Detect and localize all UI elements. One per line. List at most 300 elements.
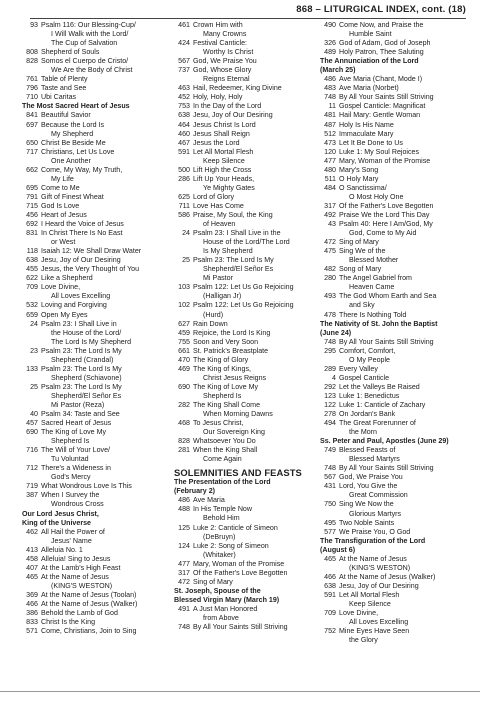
hymn-number: 459 [178,328,190,337]
hymn-title: Immaculate Mary [339,129,394,138]
hymn-title: On Jordan's Bank [339,410,396,419]
hymn-number: 833 [26,618,38,627]
hymn-title: All Hail the Power of [41,527,105,536]
hymn-title: Jesus Shall Reign [193,129,250,138]
hymn-title: Come, My Way, My Truth, [41,165,123,174]
hymn-number: 424 [178,39,190,48]
hymn-number: 486 [324,75,336,84]
index-entry [16,600,164,609]
hymn-title: The King of Kings, [193,364,251,373]
hymn-number: 407 [26,563,38,572]
index-entry [16,48,164,57]
subsection-heading: (August 6) [320,545,356,554]
hymn-number [16,401,41,410]
hymn-title: The King of Glory [193,355,249,364]
index-entry-continuation [314,564,466,573]
hymn-number [168,514,193,523]
index-entry [314,365,466,374]
index-entry [314,166,466,175]
hymn-title: Many Crowns [203,30,247,39]
hymn-title: Mine Eyes Have Seen [339,627,410,636]
hymn-number: 638 [178,111,190,120]
hymn-number: 750 [324,500,336,509]
hymn-title: Lord, You Give the [339,482,398,491]
hymn-title: Luke 1: Benedictus [339,391,400,400]
index-entry [16,84,164,93]
hymn-number: 473 [324,138,336,147]
hymn-number: 500 [178,165,190,174]
hymn-title: Gospel Canticle: Magnificat [339,102,426,111]
index-entry-continuation [168,311,318,320]
index-entry-continuation [168,274,318,283]
index-entry [168,57,318,66]
hymn-number [168,551,193,560]
index-entry [314,265,466,274]
hymn-number: 711 [178,201,190,210]
hymn-number: 627 [178,319,190,328]
hymn-number: 461 [178,21,190,29]
hymn-number [168,292,193,301]
index-entry [168,338,318,347]
hymn-title: Table of Plenty [41,75,88,84]
hymn-number: 24 [182,229,190,238]
index-entry [16,148,164,157]
hymn-number: 737 [178,66,190,75]
hymn-number: 571 [26,627,38,636]
hymn-number: 493 [324,292,336,301]
subsection-heading: The Annunciation of the Lord [320,57,419,66]
hymn-title: By All Your Saints Still Striving [339,337,434,346]
hymn-number [16,582,41,591]
index-entry [16,491,164,500]
hymn-number: 828 [178,437,190,446]
hymn-number [314,193,339,202]
index-entry-continuation [16,582,164,591]
hymn-number: 709 [324,609,336,618]
index-entry [314,130,466,139]
index-entry [314,591,466,600]
hymn-number [314,30,339,39]
index-entry [16,618,164,627]
index-entry [168,578,318,587]
hymn-title: The King of Love My [193,382,259,391]
index-entry [314,401,466,410]
hymn-number: 719 [26,482,38,491]
index-entry [314,75,466,84]
index-entry [314,392,466,401]
hymn-number: 317 [324,201,336,210]
index-entry [16,121,164,130]
hymn-title: Because the Lord Is [41,120,105,129]
hymn-title: At the Name of Jesus (Walker) [41,600,138,608]
hymn-number [168,311,193,320]
hymn-number: 455 [26,265,38,274]
hymn-number: 478 [324,310,336,319]
index-entry [314,139,466,148]
hymn-title: Keep Silence [203,156,245,165]
hymn-title: Psalm 34: Taste and See [41,410,120,419]
hymn-number: 638 [26,256,38,265]
hymn-number: 662 [26,165,38,174]
hymn-number [168,30,193,39]
index-entry [314,374,466,383]
index-entry [314,148,466,157]
index-entry [314,582,466,591]
index-entry [16,301,164,310]
index-column-3 [314,21,466,645]
subsection-heading: (March 25) [320,66,356,75]
index-entry [314,102,466,111]
index-entry-continuation [16,455,164,464]
hymn-title: The Lord Is My Shepherd [51,337,132,346]
hymn-number: 482 [324,265,336,274]
hymn-number: 495 [324,518,336,527]
hymn-title: Come to Me [41,183,80,192]
hymn-title: Psalm 23: The Lord Is My [41,382,122,391]
hymn-number: 472 [324,238,336,247]
hymn-title: When Morning Dawns [203,410,273,419]
hymn-title: Psalm 23: I Shall Live in [41,319,117,328]
hymn-number: 755 [178,337,190,346]
index-entry [16,139,164,148]
hymn-number: 102 [178,301,190,310]
hymn-number: 123 [324,391,336,400]
hymn-title: the Glory [349,636,378,645]
hymn-title: Mi Pastor (Reza) [51,400,105,409]
hymn-number: 457 [26,419,38,428]
hymn-number [314,600,339,609]
hymn-title: When I Survey the [41,491,100,500]
hymn-number: 748 [178,623,190,632]
hymn-number [168,75,193,84]
index-entry [16,591,164,600]
index-entry-continuation [16,500,164,509]
hymn-number [16,39,41,48]
hymn-number: 488 [178,505,190,514]
hymn-title: Let All Mortal Flesh [339,590,400,599]
hymn-number [314,229,339,238]
hymn-number: 690 [178,382,190,391]
hymn-number [16,437,41,446]
hymn-number: 494 [324,419,336,428]
hymn-title: We Are the Body of Christ [51,66,133,75]
index-entry [314,528,466,537]
hymn-title: The Will of Your Love/ [41,446,111,455]
index-entry-continuation [16,338,164,347]
hymn-number: 464 [178,120,190,129]
hymn-number: 796 [26,84,38,93]
hymn-number: 125 [178,523,190,532]
index-entry [168,283,318,292]
index-entry-continuation [314,600,466,609]
hymn-number: 124 [178,541,190,550]
hymn-title: (KING'S WESTON) [349,563,411,572]
index-entry [168,166,318,175]
hymn-title: Christ Be Beside Me [41,138,106,147]
hymn-title: Psalm 116: Our Blessing-Cup/ [41,21,136,29]
hymn-number [16,473,41,482]
index-entry-continuation [314,491,466,500]
hymn-number: 456 [26,210,38,219]
hymn-title: Glorious Martyrs [349,509,402,518]
hymn-number: 591 [178,147,190,156]
hymn-title: Shepherd Is [203,391,242,400]
index-entry [168,139,318,148]
hymn-number: 650 [26,138,38,147]
hymn-number: 452 [178,93,190,102]
index-entry-continuation [16,30,164,39]
hymn-number: 695 [26,183,38,192]
hymn-title: Love Has Come [193,201,244,210]
hymn-title: Keep Silence [349,600,391,608]
hymn-title: God, We Praise You [339,473,403,482]
hymn-number: 387 [26,491,38,500]
hymn-number: 483 [324,84,336,93]
index-entry-continuation [16,66,164,75]
index-entry [16,528,164,537]
subsection-heading: Our Lord Jesus Christ, [22,509,99,518]
hymn-number [168,533,193,542]
hymn-title: Holy Patron, Thee Saluting [339,48,424,57]
index-entry-continuation [168,30,318,39]
hymn-number [16,157,41,166]
hymn-title: St. Patrick's Breastplate [193,346,269,355]
index-entry [314,311,466,320]
hymn-title: Shepherd/El Señor Es [51,391,122,400]
hymn-number [168,238,193,247]
index-entry [16,564,164,573]
hymn-number: 103 [178,283,190,292]
index-entry [168,175,318,184]
hymn-number [16,356,41,365]
index-entry-continuation [314,193,466,202]
hymn-number: 465 [26,572,38,581]
hymn-number: 93 [30,21,38,29]
index-entry [314,21,466,30]
hymn-number: 317 [178,568,190,577]
index-entry [314,446,466,455]
hymn-number [16,338,41,347]
hymn-title: (Hurd) [203,310,224,319]
hymn-title: Shepherd/El Señor Es [203,265,274,274]
hymn-title: By All Your Saints Still Striving [193,623,288,632]
index-entry-continuation [16,39,164,48]
hymn-title: Love Divine, [41,283,81,292]
hymn-number: 532 [26,301,38,310]
hymn-number: 120 [324,147,336,156]
index-entry-continuation [16,437,164,446]
index-entry [16,546,164,555]
hymn-number: 467 [178,138,190,147]
hymn-title: The King of Love My [41,428,107,437]
index-entry [16,202,164,211]
index-entry [314,238,466,247]
index-entry [16,220,164,229]
hymn-title: the House of the Lord/ [51,328,122,337]
hymn-number: 761 [26,75,38,84]
hymn-title: In Christ There Is No East [41,229,123,238]
hymn-title: When the King Shall [193,446,258,455]
index-entry [168,569,318,578]
index-entry-continuation [168,48,318,57]
hymn-number: 712 [26,464,38,473]
hymn-title: Open My Eyes [41,310,88,319]
index-entry-continuation [314,618,466,627]
index-entry-continuation [168,455,318,464]
hymn-title: (Halligan Jr) [203,292,242,301]
hymn-title: Rejoice, the Lord Is King [193,328,271,337]
hymn-title: Our Sovereign King [203,428,265,437]
index-entry-continuation [168,265,318,274]
index-entry-continuation [168,614,318,623]
index-entry [16,428,164,437]
hymn-title: Jesus Christ Is Lord [193,120,256,129]
hymn-number: 567 [324,473,336,482]
hymn-number [168,265,193,274]
hymn-number: 465 [324,554,336,563]
hymn-title: Every Valley [339,364,378,373]
hymn-number: 577 [324,527,336,536]
index-entry [314,473,466,482]
hymn-number: 716 [26,446,38,455]
index-entry [168,93,318,102]
hymn-title: Let the Valleys Be Raised [339,382,420,391]
index-entry-continuation [16,157,164,166]
index-column-1 [16,21,164,636]
hymn-title: God's Mercy [51,473,91,482]
hymn-number [314,510,339,519]
hymn-title: Comfort, Comfort, [339,346,396,355]
hymn-title: Shepherd of Souls [41,48,100,57]
hymn-title: Ubi Caritas [41,93,77,102]
hymn-title: Shepherd (Crandal) [51,355,114,364]
index-entry [16,365,164,374]
hymn-number: 413 [26,545,38,554]
section-heading: SOLEMNITIES AND FEASTS [174,467,302,479]
index-entry [168,229,318,238]
index-entry-continuation [168,157,318,166]
hymn-number: 690 [26,428,38,437]
hymn-number [16,30,41,39]
index-entry [168,211,318,220]
hymn-number: 40 [30,410,38,419]
subsection-heading: (June 24) [320,328,352,337]
hymn-title: The God Whom Earth and Sea [339,292,437,301]
hymn-number: 280 [324,274,336,283]
index-entry [16,265,164,274]
hymn-number: 490 [324,21,336,29]
index-entry [168,496,318,505]
index-entry-continuation [314,229,466,238]
hymn-number: 486 [178,496,190,505]
hymn-number [314,618,339,627]
hymn-title: Lift High the Cross [193,165,252,174]
hymn-title: the Morn [349,428,377,437]
index-entry [314,627,466,636]
index-entry [168,605,318,614]
hymn-title: Praise We the Lord This Day [339,210,430,219]
hymn-number [16,329,41,338]
hymn-title: At the Name of Jesus [41,572,109,581]
index-entry-continuation [168,220,318,229]
index-entry [16,211,164,220]
hymn-title: We Praise You, O God [339,527,411,536]
index-entry [168,623,318,632]
hymn-title: O Holy Mary [339,174,379,183]
hymn-title: Alleluia! Sing to Jesus [41,554,111,563]
hymn-number: 808 [26,48,38,57]
hymn-title: Luke 1: My Soul Rejoices [339,147,420,156]
hymn-title: Sing of Mary [193,577,233,586]
hymn-number [168,184,193,193]
index-entry [314,274,466,283]
index-entry [168,419,318,428]
hymn-title: Worthy Is Christ [203,48,254,57]
index-entry [314,292,466,301]
hymn-title: Hail Mary: Gentle Woman [339,111,421,120]
hymn-title: The King Shall Come [193,400,261,409]
index-entry [314,111,466,120]
index-entry [314,93,466,102]
index-entry [168,446,318,455]
subsection-heading: The Presentation of the Lord [174,478,271,487]
index-entry-continuation [314,428,466,437]
index-entry [168,256,318,265]
hymn-number: 292 [324,382,336,391]
hymn-number: 431 [324,482,336,491]
hymn-number: 25 [30,382,38,391]
hymn-title: Whatsoever You Do [193,437,256,446]
index-entry [168,560,318,569]
hymn-title: All Loves Excelling [51,292,111,301]
hymn-title: All Loves Excelling [349,618,409,627]
hymn-number: 460 [178,129,190,138]
hymn-number [16,292,41,301]
hymn-number [168,455,193,464]
hymn-title: By All Your Saints Still Striving [339,93,434,102]
hymn-title: Christians, Let Us Love [41,147,115,156]
hymn-title: Mary's Song [339,165,379,174]
hymn-number: 295 [324,346,336,355]
hymn-number: 586 [178,210,190,219]
index-entry [314,555,466,564]
index-entry-continuation [314,356,466,365]
subsection-heading: Blessed Virgin Mary (March 19) [174,595,280,604]
index-entry [168,401,318,410]
hymn-number: 458 [26,554,38,563]
hymn-title: God Is Love [41,201,80,210]
hymn-number: 489 [324,48,336,57]
hymn-title: Mi Pastor [203,274,233,283]
index-entry [314,519,466,528]
index-entry-continuation [168,514,318,523]
hymn-title: Sing We Now the [339,500,394,509]
index-entry-continuation [16,329,164,338]
hymn-title: Blessed Mother [349,256,399,265]
index-entry [168,524,318,533]
hymn-title: Lift Up Your Heads, [193,174,255,183]
index-entry [16,283,164,292]
index-entry-continuation [314,510,466,519]
index-entry [314,419,466,428]
hymn-title: There's a Wideness in [41,464,111,473]
hymn-number: 23 [30,346,38,355]
hymn-title: Alleluia No. 1 [41,545,83,554]
hymn-number: 24 [30,319,38,328]
hymn-number: 511 [324,174,336,183]
hymn-number: 622 [26,274,38,283]
hymn-number: 43 [328,220,336,229]
